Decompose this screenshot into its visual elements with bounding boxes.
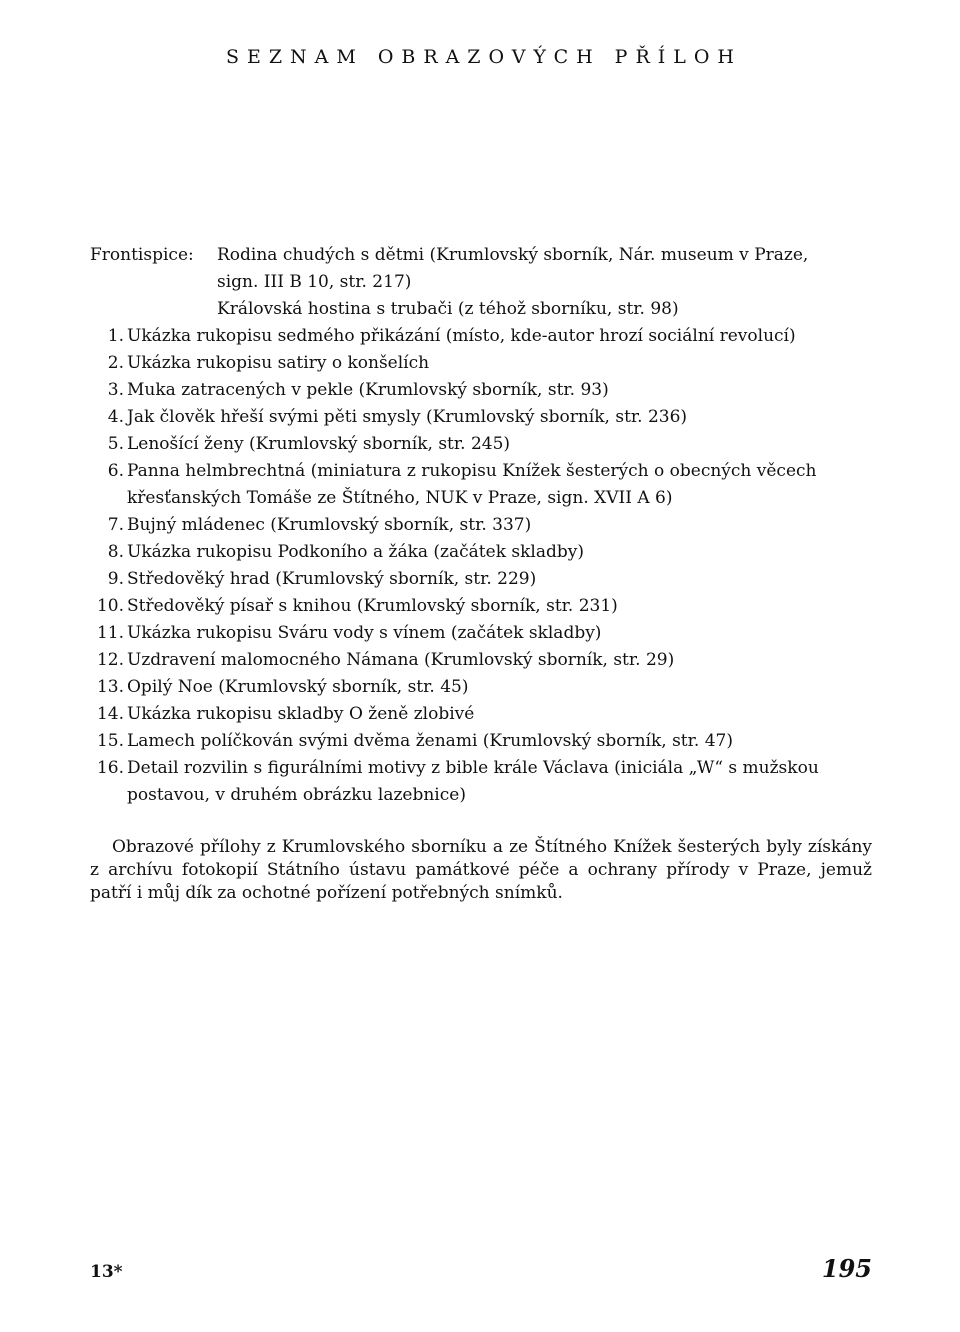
list-item: [90, 728, 880, 755]
list-item: [90, 566, 880, 593]
list-item: [90, 323, 880, 350]
list-item: [90, 377, 880, 404]
list-item: [90, 350, 880, 377]
item-number: 8.: [107, 542, 124, 562]
item-number: 5.: [107, 434, 124, 454]
list-item: [90, 431, 880, 458]
item-text: Jak člověk hřeší svými pěti smysly (Krumlovský sborník, str. 236): [127, 407, 688, 427]
list-item: [90, 674, 880, 701]
item-number: 6.: [107, 461, 124, 481]
page-number: 195: [821, 1254, 872, 1283]
frontispiece-label: Frontispice:: [90, 245, 194, 265]
page-heading: SEZNAM OBRAZOVÝCH PŘÍLOH: [226, 46, 742, 68]
frontispiece-entry: [90, 242, 880, 269]
item-text: Uzdravení malomocného Námana (Krumlovský sborník, str. 29): [127, 650, 675, 670]
item-text: Ukázka rukopisu skladby O ženě zlobivé: [127, 704, 475, 724]
item-text: Panna helmbrechtná (miniatura z rukopisu Knížek šesterých o obecných věcech křesťanských Tomáše ze Štítného, NUK v Praze, sign. XVII A 6): [127, 461, 817, 508]
item-text: Detail rozvilin s figurálními motivy z bible krále Václava (iniciála „W“ s mužskou postavou, v druhém obrázku lazebnice): [127, 758, 819, 805]
item-text: Opilý Noe (Krumlovský sborník, str. 45): [127, 677, 469, 697]
signature-mark: 13*: [90, 1262, 123, 1282]
list-item: [90, 512, 880, 539]
item-text: Lamech políčkován svými dvěma ženami (Krumlovský sborník, str. 47): [127, 731, 733, 751]
item-text: Středověký hrad (Krumlovský sborník, str. 229): [127, 569, 537, 589]
item-number: 9.: [107, 569, 124, 589]
frontispiece-line-3: Královská hostina s trubači (z téhož sborníku, str. 98): [217, 299, 679, 319]
list-item: [90, 755, 880, 809]
frontispiece-line-1: Rodina chudých s dětmi (Krumlovský sborník, Nár. museum v Praze,: [217, 245, 809, 265]
item-text: Ukázka rukopisu satiry o konšelích: [127, 353, 430, 373]
item-number: 2.: [107, 353, 124, 373]
list-item: [90, 404, 880, 431]
item-number: 13.: [96, 677, 124, 697]
item-number: 3.: [107, 380, 124, 400]
list-item: [90, 620, 880, 647]
item-text: Ukázka rukopisu Podkoního a žáka (začátek skladby): [127, 542, 584, 562]
item-number: 11.: [96, 623, 124, 643]
item-text: Muka zatracených v pekle (Krumlovský sborník, str. 93): [127, 380, 609, 400]
item-text: Bujný mládenec (Krumlovský sborník, str. 337): [127, 515, 532, 535]
item-text: Ukázka rukopisu Sváru vody s vínem (začátek skladby): [127, 623, 602, 643]
item-number: 14.: [96, 704, 124, 724]
item-number: 16.: [96, 758, 124, 778]
item-number: 7.: [107, 515, 124, 535]
item-number: 12.: [96, 650, 124, 670]
acknowledgement-paragraph: Obrazové přílohy z Krumlovského sborníku a ze Štítného Knížek šesterých byly získány z archívu fotokopií Státního ústavu památkové péče a ochrany přírody v Praze, jemuž patří i můj dík za ochotné pořízení potřebných snímků.: [90, 837, 872, 903]
item-text: Středověký písař s knihou (Krumlovský sborník, str. 231): [127, 596, 618, 616]
list-item: [90, 647, 880, 674]
list-item: [90, 458, 880, 512]
list-item: [90, 701, 880, 728]
frontispiece-line-2: sign. III B 10, str. 217): [217, 272, 412, 292]
item-text: Lenošící ženy (Krumlovský sborník, str. 245): [127, 434, 511, 454]
list-item: [90, 539, 880, 566]
item-number: 1.: [107, 326, 124, 346]
item-number: 15.: [96, 731, 124, 751]
item-number: 4.: [107, 407, 124, 427]
item-text: Ukázka rukopisu sedmého přikázání (místo, kde-autor hrozí sociální revolucí): [127, 326, 796, 346]
item-number: 10.: [96, 596, 124, 616]
list-item: [90, 593, 880, 620]
illustration-list: [90, 242, 880, 809]
